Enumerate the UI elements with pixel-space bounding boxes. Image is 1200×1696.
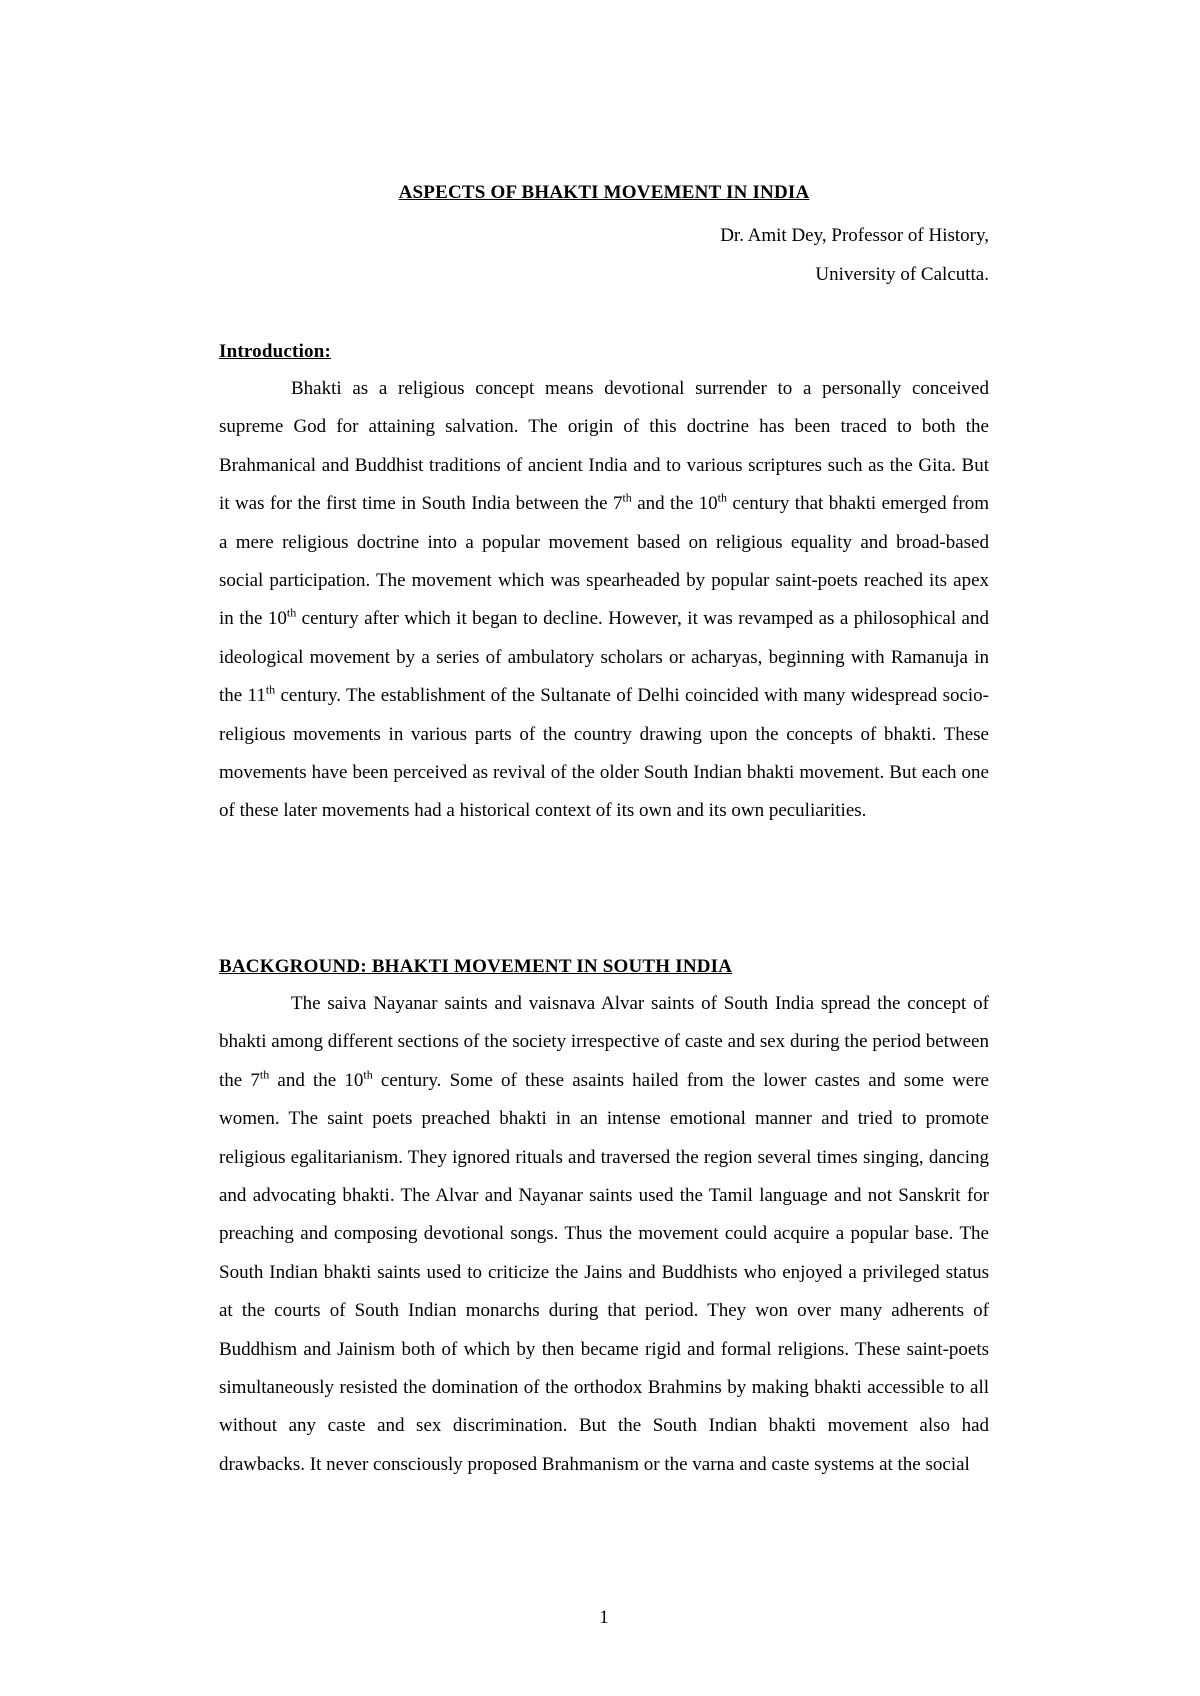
paragraph-text-run: century. Some of these asaints hailed from the lower castes and some were women. The saint poets preached bhakti in an intense emotional manner and tried to promote religious egalitarianism. They ignored rituals and traversed the region several times singing, dancing and advocating bhakti. The Alvar and Nayanar saints used the Tamil language and not Sanskrit for preaching and composing devotional songs. Thus the movement could acquire a popular base. The South Indian bhakti saints used to criticize the Jains and Buddhists who enjoyed a privileged status at the courts of South Indian monarchs during that period. They won over many adherents of Buddhism and Jainism both of which by then became rigid and formal religions. These saint-poets simultaneously resisted the domination of the orthodox Brahmins by making bhakti accessible to all without any caste and sex discrimination. But the South Indian bhakti movement also had drawbacks. It never consciously proposed Brahmanism or the varna and caste systems at the social — [219, 1069, 989, 1475]
paragraph-text-run: The saiva Nayanar saints and vaisnava Alvar saints of South India spread the concept of bhakti among different sections of the society irrespective of caste and sex during the period between the 7 — [219, 993, 989, 1091]
paragraph-text-run: and the 10 — [269, 1069, 364, 1091]
paragraph-introduction — [219, 370, 989, 831]
superscript-ordinal: th — [717, 490, 728, 505]
document-page — [219, 0, 989, 1696]
paragraph-text-run: century after which it began to decline. However, it was revamped as a philosophical and ideological movement by a series of ambulatory scholars or acharyas, beginning with Ramanuja in the 11 — [219, 608, 989, 707]
superscript-ordinal: th — [622, 490, 632, 505]
paragraph-text-run: century that bhakti emerged from a mere religious doctrine into a popular movement based on religious equality and broad-based social participation. The movement which was spearheaded by popular saint-poets reached its apex in the 10 — [219, 493, 989, 630]
author-affiliation-line-2: University of Calcutta. — [815, 264, 989, 285]
paragraph-text-run: century. The establishment of the Sultanate of Delhi coincided with many widespread socio-religious movements in various parts of the country drawing upon the concepts of bhakti. These movements have been perceived as revival of the older South Indian bhakti movement. But each one of these later movements had a historical context of its own and its own peculiarities. — [219, 685, 989, 822]
superscript-ordinal: th — [286, 606, 297, 621]
author-affiliation-line-1: Dr. Amit Dey, Professor of History, — [720, 225, 989, 246]
superscript-ordinal: th — [363, 1067, 373, 1082]
document-title: ASPECTS OF BHAKTI MOVEMENT IN INDIA — [398, 182, 810, 203]
superscript-ordinal: th — [259, 1067, 270, 1082]
superscript-ordinal: th — [265, 682, 276, 697]
section-heading-introduction: Introduction: — [219, 341, 332, 362]
paragraph-text-run: and the 10 — [631, 493, 718, 515]
paragraph-text-run: Bhakti as a religious concept means devotional surrender to a personally conceived supreme God for attaining salvation. The origin of this doctrine has been traced to both the Brahmanical and Buddhist traditions of ancient India and to various scriptures such as the Gita. But it was for the first time in South India between the 7 — [219, 378, 989, 515]
page-number: 1 — [599, 1607, 609, 1628]
paragraph-background — [219, 985, 989, 1484]
section-heading-background: BACKGROUND: BHAKTI MOVEMENT IN SOUTH INDIA — [219, 956, 733, 977]
